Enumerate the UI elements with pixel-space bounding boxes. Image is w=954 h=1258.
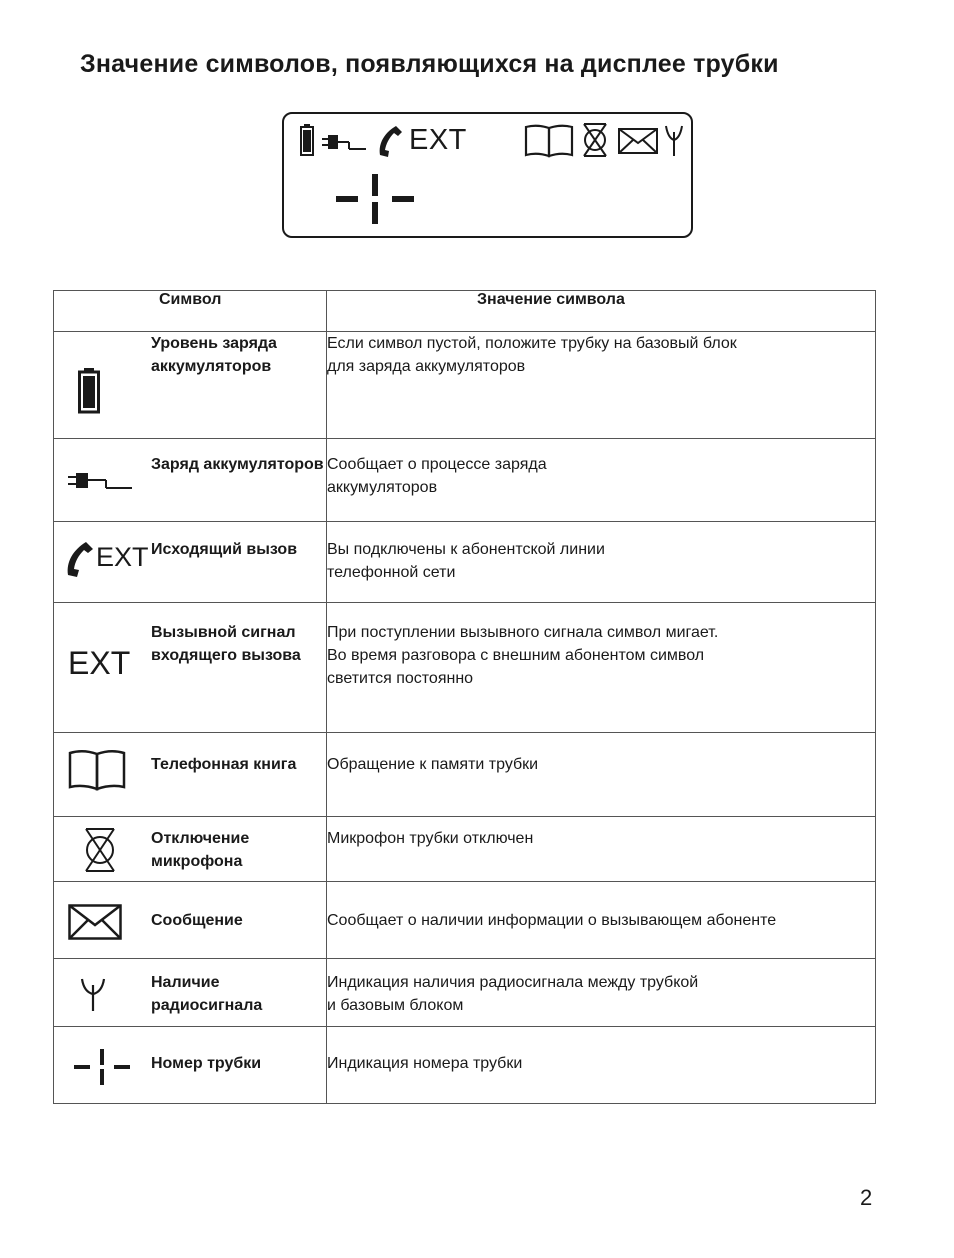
- symbol-meaning: Если символ пустой, положите трубку на базовый блок для заряда аккумуляторов: [327, 332, 876, 439]
- table-row: [54, 332, 876, 439]
- symbol-name: Сообщение: [151, 882, 327, 959]
- table-row: [54, 817, 876, 882]
- mic-off-icon: [580, 122, 610, 158]
- handset-number-icon: [74, 1047, 130, 1087]
- envelope-icon: [68, 904, 122, 940]
- charging-plug-icon: [68, 469, 134, 493]
- symbol-table: [53, 290, 876, 1104]
- antenna-icon: [664, 124, 684, 158]
- ext-icon: EXT: [68, 645, 131, 681]
- table-header: [54, 291, 876, 332]
- symbol-name: Отключение микрофона: [151, 817, 327, 882]
- symbol-meaning: Индикация номера трубки: [327, 1027, 876, 1104]
- handset-number-icon: [336, 172, 416, 226]
- symbol-name: Наличие радиосигнала: [151, 959, 327, 1027]
- symbol-meaning: Вы подключены к абонентской линии телефонной сети: [327, 522, 876, 603]
- table-row: [54, 439, 876, 522]
- handset-display: [282, 112, 693, 238]
- battery-icon: [78, 368, 100, 414]
- page-title: Значение символов, появляющихся на дисплее трубки: [80, 50, 779, 78]
- book-icon: [68, 749, 126, 791]
- phone-handset-icon: [64, 540, 94, 578]
- symbol-name: Телефонная книга: [151, 733, 327, 817]
- battery-icon: [300, 124, 314, 156]
- symbol-meaning: Сообщает о процессе заряда аккумуляторов: [327, 439, 876, 522]
- symbol-meaning: При поступлении вызывного сигнала символ мигает. Во время разговора с внешним абонентом символ светится постоянно: [327, 603, 876, 733]
- symbol-name: Уровень заряда аккумуляторов: [151, 332, 327, 439]
- envelope-icon: [618, 128, 658, 154]
- table-row: [54, 522, 876, 603]
- ext-label: EXT: [96, 542, 149, 572]
- header-meaning: Значение символа: [327, 291, 876, 332]
- symbol-meaning: Микрофон трубки отключен: [327, 817, 876, 882]
- table-row: [54, 1027, 876, 1104]
- symbol-meaning: Обращение к памяти трубки: [327, 733, 876, 817]
- phone-handset-icon: [376, 124, 404, 158]
- symbol-name: Номер трубки: [151, 1027, 327, 1104]
- symbol-name: Исходящий вызов: [151, 522, 327, 603]
- table-row: [54, 603, 876, 733]
- table-row: [54, 882, 876, 959]
- symbol-name: Заряд аккумуляторов: [151, 439, 327, 522]
- header-symbol: Символ: [151, 291, 327, 332]
- symbol-meaning: Сообщает о наличии информации о вызывающем абоненте: [327, 882, 876, 959]
- symbol-meaning: Индикация наличия радиосигнала между трубкой и базовым блоком: [327, 959, 876, 1027]
- book-icon: [524, 124, 574, 158]
- table-row: [54, 959, 876, 1027]
- symbol-name: Вызывной сигнал входящего вызова: [151, 603, 327, 733]
- antenna-icon: [80, 977, 106, 1013]
- mic-off-icon: [82, 827, 118, 873]
- charging-plug-icon: [322, 132, 368, 152]
- page-number: 2: [860, 1185, 873, 1210]
- ext-label: EXT: [409, 124, 467, 156]
- table-row: [54, 733, 876, 817]
